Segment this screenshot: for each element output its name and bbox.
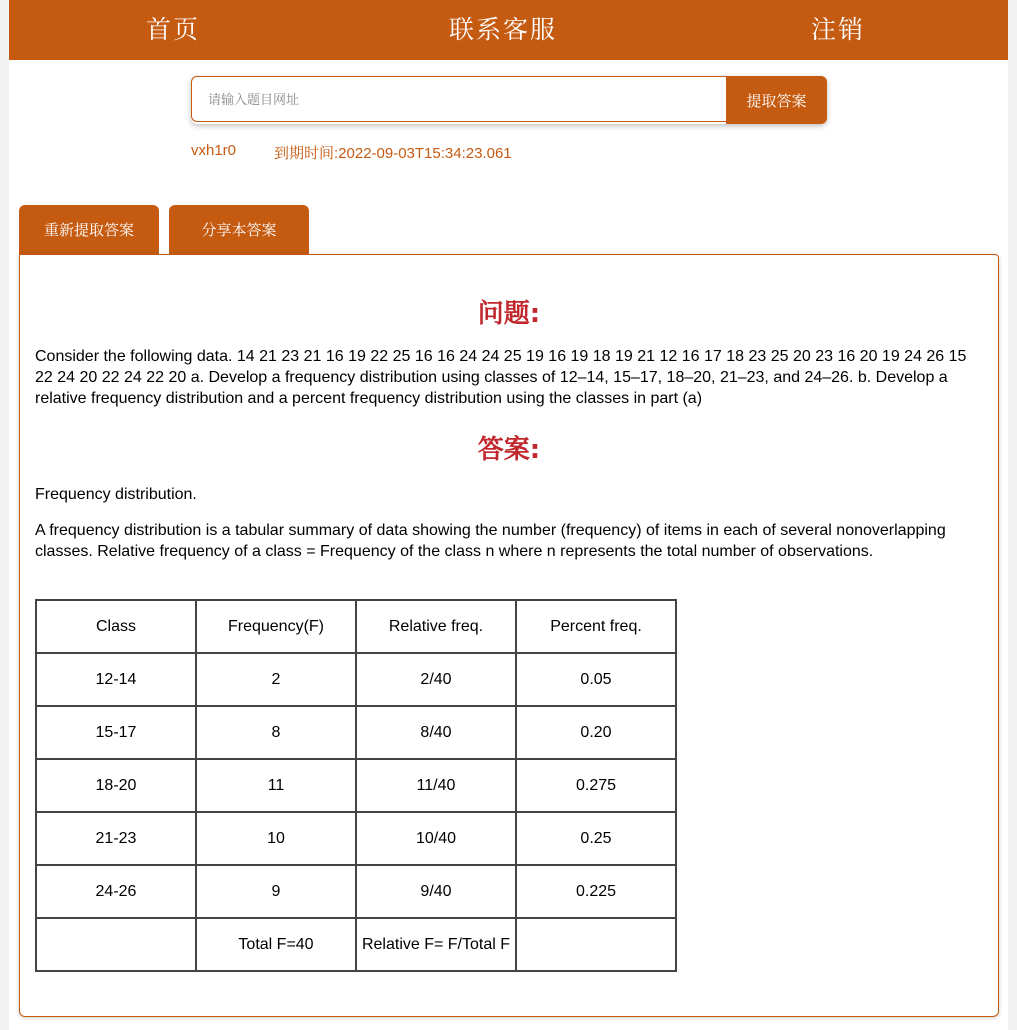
table-header-row (36, 600, 676, 653)
refetch-answer-tab[interactable]: 重新提取答案 (19, 205, 159, 255)
table-row (36, 653, 676, 706)
table-header-cell: Relative freq. (356, 600, 516, 653)
table-cell: 15-17 (36, 706, 196, 759)
table-cell: 2/40 (356, 653, 516, 706)
answer-heading: 答案: (477, 435, 541, 465)
table-cell: 10 (196, 812, 356, 865)
table-cell: 0.20 (516, 706, 676, 759)
expiry-time: 到期时间:2022-09-03T15:34:23.061 (274, 145, 512, 162)
table-cell: 11/40 (356, 759, 516, 812)
frequency-table (35, 599, 677, 972)
table-cell (36, 918, 196, 971)
table-header-cell: Frequency(F) (196, 600, 356, 653)
answer-explanation: A frequency distribution is a tabular summary of data showing the number (frequency) of items in each of several nonoverlapping classes. Relative frequency of a class = Frequency of the class n where n represents the total number of observations. (35, 522, 946, 560)
nav-logout-link[interactable]: 注销 (811, 15, 866, 44)
table-cell: Total F=40 (196, 918, 356, 971)
table-row (36, 812, 676, 865)
table-cell: 21-23 (36, 812, 196, 865)
question-heading: 问题: (477, 299, 541, 329)
table-header-cell: Class (36, 600, 196, 653)
table-cell: 2 (196, 653, 356, 706)
page (9, 0, 1008, 1030)
share-answer-tab[interactable]: 分享本答案 (169, 205, 309, 255)
answer-card (19, 254, 999, 1017)
top-nav-bar (9, 0, 1008, 60)
user-id: vxh1r0 (191, 142, 237, 159)
question-text: Consider the following data. 14 21 23 21 16 19 22 25 16 16 24 24 25 19 16 19 18 19 21 12 16 17 18 23 25 20 23 16 20 19 24 26 15 22 24 20 22 24 22 20 a. Develop a frequency distribution using classes of 12–14, 15–17, 18–20, 21–23, and 24–26. b. Develop a relative frequency distribution and a percent frequency distribution using the classes in part (a) (35, 348, 967, 407)
table-cell (516, 918, 676, 971)
table-cell: 0.225 (516, 865, 676, 918)
table-cell: 9 (196, 865, 356, 918)
table-cell: 8/40 (356, 706, 516, 759)
table-header-cell: Percent freq. (516, 600, 676, 653)
table-cell: 10/40 (356, 812, 516, 865)
search-bar (191, 76, 827, 124)
table-cell: 24-26 (36, 865, 196, 918)
table-row (36, 918, 676, 971)
table-cell: 11 (196, 759, 356, 812)
nav-contact-support-link[interactable]: 联系客服 (449, 15, 558, 44)
question-url-input[interactable] (191, 76, 743, 122)
table-row (36, 759, 676, 812)
table-cell: 0.05 (516, 653, 676, 706)
table-cell: 0.25 (516, 812, 676, 865)
table-cell: 18-20 (36, 759, 196, 812)
answer-intro: Frequency distribution. (35, 486, 197, 503)
table-cell: 0.275 (516, 759, 676, 812)
nav-home-link[interactable]: 首页 (146, 15, 201, 44)
table-cell: 12-14 (36, 653, 196, 706)
table-row (36, 865, 676, 918)
fetch-answer-button[interactable]: 提取答案 (726, 76, 827, 124)
table-cell: 8 (196, 706, 356, 759)
table-row (36, 706, 676, 759)
table-cell: Relative F= F/Total F (356, 918, 516, 971)
table-cell: 9/40 (356, 865, 516, 918)
